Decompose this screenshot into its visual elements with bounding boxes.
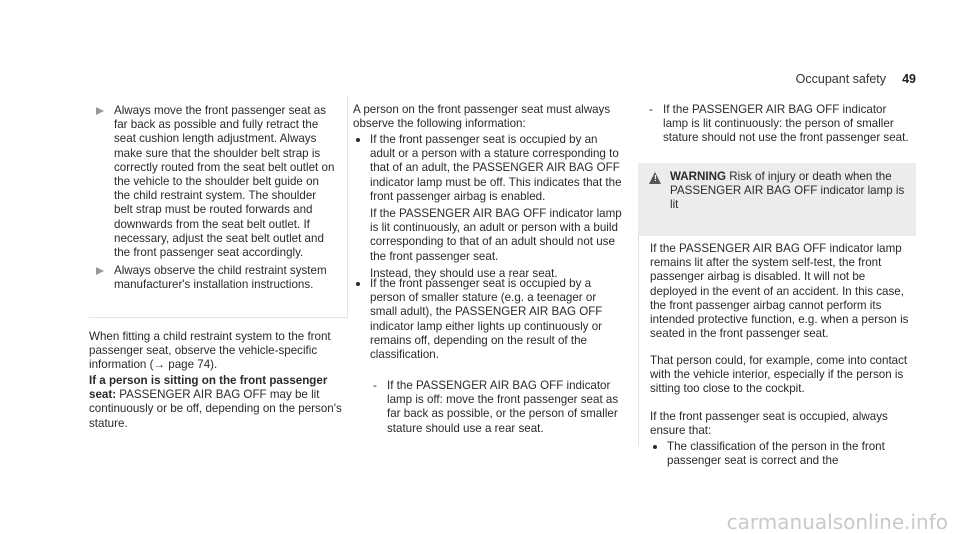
instruction-step [96, 264, 336, 292]
bullet-dot-icon [356, 138, 360, 142]
page-number: 49 [902, 72, 916, 86]
instruction-text: Always observe the child restraint system manufacturer's installation instructions. [114, 264, 327, 292]
warning-body [638, 236, 916, 468]
instruction-step [96, 104, 336, 260]
list-item [353, 133, 625, 284]
sub-list-item [649, 103, 911, 146]
sub-list-item-text: If the PASSENGER AIR BAG OFF indicator lamp is off: move the front passenger seat as far back as possible, or the person of smaller stature should use a rear seat. [387, 379, 619, 435]
warning-header [638, 163, 916, 236]
page-header [716, 72, 916, 88]
exclamation-icon: ! [654, 174, 657, 183]
list-item-text: Instead, they should use a rear seat. [370, 266, 558, 280]
triangle-bullet-icon [96, 267, 104, 275]
sub-list-item [373, 379, 625, 436]
list-item-text: If the PASSENGER AIR BAG OFF indicator lamp is lit continuously, an adult or person with a build corresponding to that of an adult should not use the front passenger seat. [370, 207, 622, 263]
warning-title-text: Risk of injury or death when the PASSENGER AIR BAG OFF indicator lamp is lit [670, 170, 905, 212]
person-sitting-paragraph [89, 374, 351, 431]
intro-paragraph: A person on the front passenger seat must always observe the following information: [353, 103, 611, 131]
sub-list-item-text: If the PASSENGER AIR BAG OFF indicator lamp is lit continuously: the person of smaller stature should not use the front passenger seat. [663, 103, 909, 145]
warning-paragraph: That person could, for example, come into contact with the vehicle interior, especially if the person is sitting too close to the cockpit. [650, 354, 908, 396]
instruction-text: Always move the front passenger seat as far back as possible and fully retract the seat cushion length adjustment. Always make sure that the shoulder belt strap is correctly routed from the seat belt outlet on the vehicle to the shoulder belt guide on the child restraint system. The shoulder belt strap must be routed forwards and downwards from the seat belt outlet. If necessary, adjust the seat belt outlet and the front passenger seat accordingly. [114, 104, 335, 260]
triangle-bullet-icon [96, 107, 104, 115]
warning-paragraph: If the PASSENGER AIR BAG OFF indicator lamp remains lit after the system self-test, the front passenger airbag is disabled. It will not be deployed in the event of an accident. In this case, the front passenger airbag cannot perform its intended protective function, e.g. when a person is seated in the front passenger seat. [650, 242, 909, 341]
instruction-box [89, 96, 348, 318]
child-restraint-text: When fitting a child restraint system to the front passenger seat, observe the vehicle-specific information (→ page 74). [89, 330, 331, 372]
list-item-text: If the front passenger seat is occupied by a person of smaller stature (e.g. a teenager or small adult), the PASSENGER AIR BAG OFF indicator lamp either lights up continuously or remains off, depending on the result of the classification. [370, 277, 603, 362]
section-title: Occupant safety [795, 72, 886, 86]
child-restraint-paragraph [89, 330, 351, 373]
warning-box [638, 163, 916, 468]
dash-marker: - [649, 103, 653, 116]
list-item-text: If the front passenger seat is occupied by an adult or a person with a stature corresponding to that of an adult, the PASSENGER AIR BAG OFF indicator lamp must be off. This indicates that the front passenger airbag is enabled. [370, 133, 622, 203]
bullet-dot-icon [356, 282, 360, 286]
list-item [353, 277, 625, 365]
warning-title [670, 170, 910, 213]
warning-label: WARNING [670, 170, 727, 183]
bullet-dot-icon [653, 445, 657, 449]
person-sitting-heading: If a person is sitting on the front passenger seat: [89, 374, 328, 402]
list-item-text: The classification of the person in the front passenger seat is correct and the [667, 440, 885, 468]
warning-paragraph: If the front passenger seat is occupied, always ensure that: [650, 410, 888, 438]
dash-marker: - [373, 379, 377, 392]
watermark: carmanualsonline.info [726, 509, 948, 534]
list-item [650, 440, 912, 468]
person-sitting-text: PASSENGER AIR BAG OFF may be lit continuously or be off, depending on the person's stature. [89, 388, 342, 430]
